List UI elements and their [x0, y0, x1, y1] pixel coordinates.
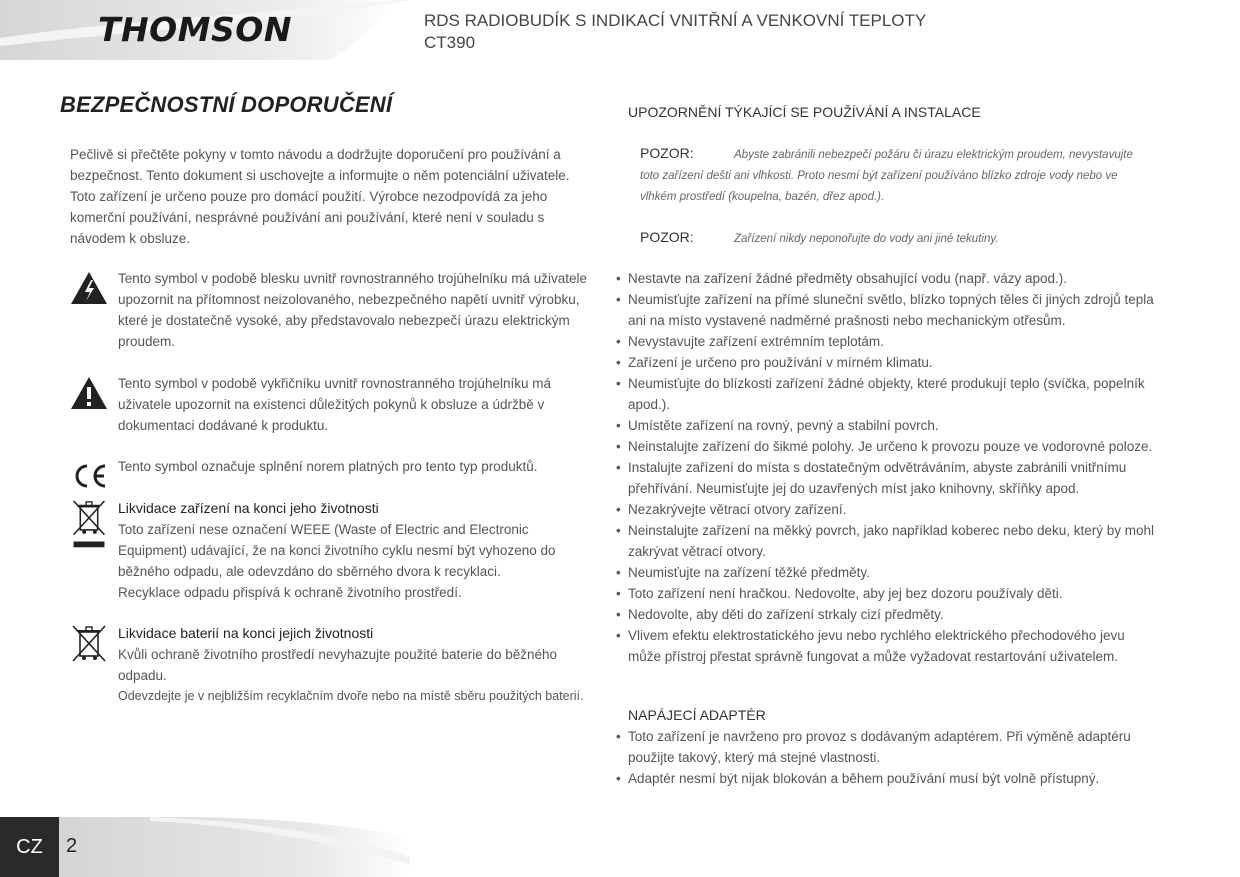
footer-swoosh: [0, 817, 1240, 877]
document-model: CT390: [424, 33, 476, 52]
symbol-line: Tento symbol v podobě vykřičníku uvnitř rovnostranného trojúhelníku má: [118, 376, 551, 391]
list-item: • Nevystavujte zařízení extrémním teplotám.: [616, 331, 1161, 352]
symbol-line: Tento symbol v podobě blesku uvnitř rovnostranného trojúhelníku má uživatele: [118, 271, 588, 286]
list-item: • Neumisťujte do blízkosti zařízení žádné objekty, které produkují teplo (svíčka, popelník apod.).: [616, 373, 1161, 415]
intro-line: bezpečnost. Tento dokument si uschovejte a informujte o něm potenciální uživatele.: [70, 168, 570, 183]
document-title-line1: RDS RADIOBUDÍK S INDIKACÍ VNITŘNÍ A VENKOVNÍ TEPLOTY: [424, 11, 927, 30]
section-title: BEZPEČNOSTNÍ DOPORUČENÍ: [60, 92, 393, 117]
warning-pozor-2: [640, 227, 1160, 250]
list-item: • Adaptér nesmí být nijak blokován a během používání musí být volně přístupný.: [616, 768, 1161, 789]
list-item: • Toto zařízení je navrženo pro provoz s dodávaným adaptérem. Při výměně adaptéru použijte takový, který má stejné vlastnosti.: [616, 726, 1161, 768]
battery-line: odpadu.: [118, 668, 167, 683]
page-header: [0, 0, 1240, 60]
list-item: • Umístěte zařízení na rovný, pevný a stabilní povrch.: [616, 415, 1161, 436]
list-item: • Vlivem efektu elektrostatického jevu nebo rychlého elektrického přechodového jevu může přístroj přestat správně fungovat a může vyžadovat restartování uživatelem.: [616, 625, 1161, 667]
battery-text: [118, 623, 600, 707]
battery-heading: Likvidace baterií na konci jejich životnosti: [118, 625, 374, 641]
symbol-line: Tento symbol označuje splnění norem platných pro tento typ produktů.: [118, 459, 538, 474]
language-badge: CZ: [0, 817, 59, 877]
adapter-heading: NAPÁJECÍ ADAPTÉR: [628, 707, 766, 723]
list-item: • Nestavte na zařízení žádné předměty obsahující vodu (např. vázy apod.).: [616, 268, 1161, 289]
weee-heading: Likvidace zařízení na konci jeho životnosti: [118, 500, 379, 516]
adapter-bullet-list: [616, 726, 1161, 789]
weee-line: běžného odpadu, ale odevzdáno do sběrného dvora k recyklaci.: [118, 564, 501, 579]
warning-text: Abyste zabránili nebezpečí požáru či úrazu elektrickým proudem, nevystavujte: [734, 149, 1133, 161]
crossed-bin-icon: [70, 623, 108, 663]
usage-bullet-list: [616, 268, 1161, 667]
list-item: • Neumisťujte zařízení na přímé sluneční světlo, blízko topných těles či jiných zdrojů tepla ani na místo vystavené nadměrné prašnosti nebo mechanickým otřesům.: [616, 289, 1161, 331]
intro-line: komerční používání, nesprávné používání ani používání, které není v souladu s: [70, 210, 545, 225]
list-item: • Zařízení je určeno pro používání v mírném klimatu.: [616, 352, 1161, 373]
intro-paragraph: [70, 144, 590, 249]
weee-line: Toto zařízení nese označení WEEE (Waste of Electric and Electronic: [118, 522, 529, 537]
warning-label: POZOR:: [640, 145, 694, 161]
list-item: • Neinstalujte zařízení na měkký povrch, jako například koberec nebo deku, který by mohl zakrývat větrací otvory.: [616, 520, 1161, 562]
symbol-description: [118, 456, 600, 477]
warning-label: POZOR:: [640, 229, 694, 245]
page-footer: [0, 817, 1240, 877]
weee-line: Recyklace odpadu přispívá k ochraně životního prostředí.: [118, 585, 462, 600]
weee-line: Equipment) udávající, že na konci životního cyklu nesmí být vyhozeno do: [118, 543, 556, 558]
symbol-description: [118, 373, 600, 436]
ce-mark-icon: [70, 456, 108, 496]
list-item: • Toto zařízení není hračkou. Nedovolte, aby jej bez dozoru používaly děti.: [616, 583, 1161, 604]
usage-heading: UPOZORNĚNÍ TÝKAJÍCÍ SE POUŽÍVÁNÍ A INSTALACE: [628, 104, 981, 120]
symbol-line: proudem.: [118, 334, 176, 349]
brand-logo: THOMSON: [98, 10, 292, 49]
intro-line: Toto zařízení je určeno pouze pro domácí použití. Výrobce nezodpovídá za jeho: [70, 189, 548, 204]
list-item: • Instalujte zařízení do místa s dostatečným odvětráváním, abyste zabránili vnitřnímu přehřívání. Neumisťujte jej do uzavřených míst jako knihovny, skříňky apod.: [616, 457, 1161, 499]
symbol-line: dokumentaci dodávané k produktu.: [118, 418, 329, 433]
intro-line: návodem k obsluze.: [70, 231, 191, 246]
battery-line: Odevzdejte je v nejbližším recyklačním dvoře nebo na místě sběru použitých baterií.: [118, 689, 584, 703]
warning-text: vlhkém prostředí (koupelna, bazén, dřez apod.).: [640, 191, 885, 203]
symbol-line: které je dostatečně vysoké, aby představovalo nebezpečí úrazu elektrickým: [118, 313, 570, 328]
lightning-triangle-icon: [70, 268, 108, 308]
warning-text: Zařízení nikdy neponořujte do vody ani jiné tekutiny.: [734, 233, 999, 245]
weee-text: [118, 498, 600, 603]
page-number: 2: [66, 835, 78, 857]
left-column: [60, 92, 600, 703]
list-item: • Nezakrývejte větrací otvory zařízení.: [616, 499, 1161, 520]
symbol-line: uživatele upozornit na existenci důležitých pokynů k obsluze a údržbě v: [118, 397, 545, 412]
crossed-bin-icon: [70, 498, 108, 556]
list-item: • Nedovolte, aby děti do zařízení strkaly cizí předměty.: [616, 604, 1161, 625]
symbol-description: [118, 268, 600, 352]
warning-pozor-1: [640, 143, 1160, 208]
list-item: • Neumisťujte na zařízení těžké předměty.: [616, 562, 1161, 583]
intro-line: Pečlivě si přečtěte pokyny v tomto návodu a dodržujte doporučení pro používání a: [70, 147, 561, 162]
exclamation-triangle-icon: [70, 373, 108, 413]
list-item: • Neinstalujte zařízení do šikmé polohy. Je určeno k provozu pouze ve vodorovné poloze.: [616, 436, 1161, 457]
warning-text: toto zařízení dešti ani vlhkosti. Proto nesmí být zařízení používáno blízko zdroje vody nebo ve: [640, 170, 1118, 182]
document-title: [424, 10, 926, 54]
battery-line: Kvůli ochraně životního prostředí nevyhazujte použité baterie do běžného: [118, 647, 558, 662]
symbol-line: upozornit na přítomnost neizolovaného, nebezpečného napětí uvnitř výrobku,: [118, 292, 580, 307]
